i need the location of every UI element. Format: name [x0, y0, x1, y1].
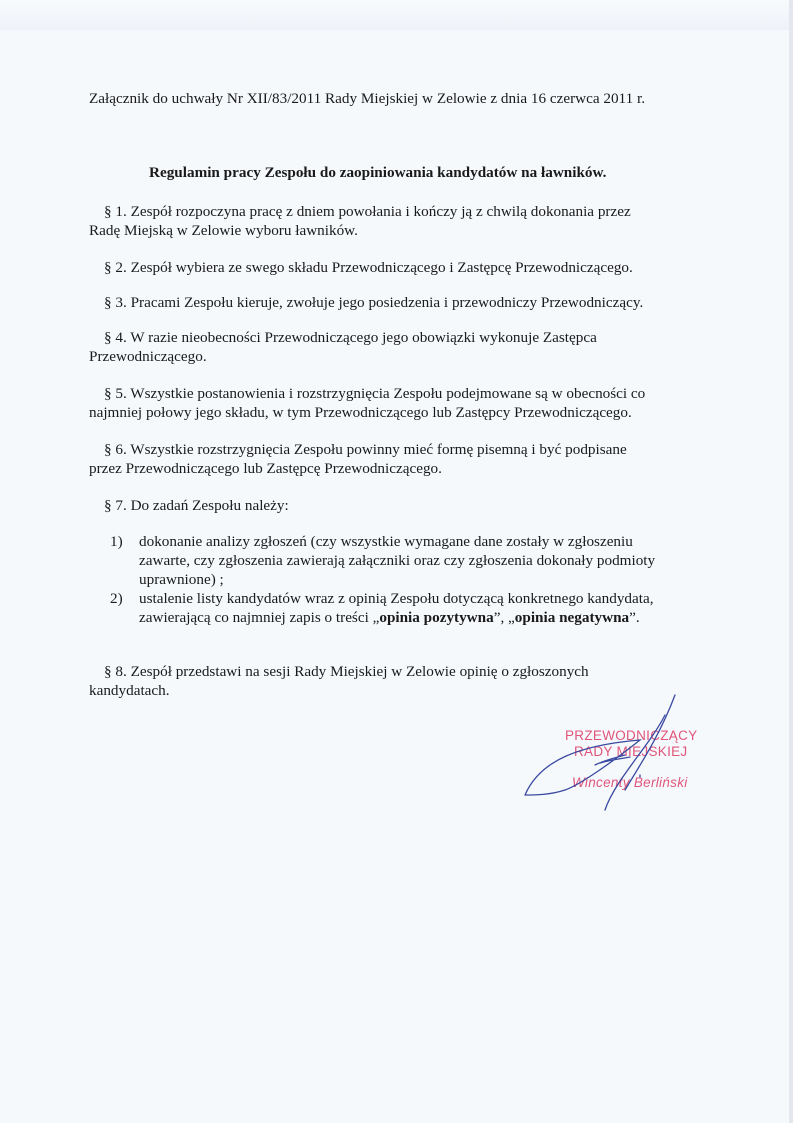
paragraph-6-line-2: przez Przewodniczącego lub Zastępcę Przewodniczącego.	[89, 460, 442, 477]
opinion-positive: opinia pozytywna	[379, 609, 494, 626]
list-item-2-text-post: ”.	[629, 609, 640, 626]
list-item-2-text-mid: ”, „	[493, 609, 515, 626]
paragraph-4-line-1: § 4. W razie nieobecności Przewodniczącego jego obowiązki wykonuje Zastępca	[104, 329, 597, 346]
paragraph-1-line-2: Radę Miejską w Zelowie wyboru ławników.	[89, 222, 358, 239]
list-item-2-line-1: ustalenie listy kandydatów wraz z opinią Zespołu dotyczącą konkretnego kandydata,	[139, 590, 654, 607]
signature-stroke	[625, 695, 675, 790]
paragraph-2: § 2. Zespół wybiera ze swego składu Przewodniczącego i Zastępcę Przewodniczącego.	[104, 259, 633, 276]
document-title: Regulamin pracy Zespołu do zaopiniowania kandydatów na ławników.	[149, 164, 607, 181]
list-item-2-text-pre: zawierającą co najmniej zapis o treści „	[139, 609, 380, 626]
stamp-title-line-1: PRZEWODNICZĄCY	[565, 728, 698, 743]
list-item-1-number: 1)	[110, 533, 123, 550]
paragraph-1-line-1: § 1. Zespół rozpoczyna pracę z dniem powołania i kończy ją z chwilą dokonania przez	[104, 203, 631, 220]
paragraph-4-line-2: Przewodniczącego.	[89, 348, 207, 365]
paragraph-7: § 7. Do zadań Zespołu należy:	[104, 497, 289, 514]
list-item-1-line-1: dokonanie analizy zgłoszeń (czy wszystkie wymagane dane zostały w zgłoszeniu	[139, 533, 633, 550]
list-item-2-line-2	[139, 609, 640, 627]
paragraph-5-line-2: najmniej połowy jego składu, w tym Przewodniczącego lub Zastępcy Przewodniczącego.	[89, 404, 632, 421]
scan-edge-right	[789, 0, 793, 1123]
list-item-1-line-3: uprawnione) ;	[139, 571, 224, 588]
paragraph-3: § 3. Pracami Zespołu kieruje, zwołuje jego posiedzenia i przewodniczy Przewodniczący.	[104, 294, 644, 311]
handwritten-signature	[520, 685, 720, 825]
scan-edge-top	[0, 0, 793, 30]
paragraph-5-line-1: § 5. Wszystkie postanowienia i rozstrzygnięcia Zespołu podejmowane są w obecności co	[104, 385, 646, 402]
stamp-title-line-2: RADY MIEJSKIEJ	[574, 744, 688, 759]
opinion-negative: opinia negatywna	[514, 609, 630, 626]
attachment-header: Załącznik do uchwały Nr XII/83/2011 Rady Miejskiej w Zelowie z dnia 16 czerwca 2011 r.	[89, 90, 645, 107]
paragraph-8-line-2: kandydatach.	[89, 682, 170, 699]
stamp-name: Wincenty Berliński	[572, 775, 688, 790]
paragraph-8-line-1: § 8. Zespół przedstawi na sesji Rady Miejskiej w Zelowie opinię o zgłoszonych	[104, 663, 589, 680]
list-item-2-number: 2)	[110, 590, 123, 607]
signature-stroke	[595, 755, 630, 765]
signature-stroke	[605, 715, 665, 810]
list-item-1-line-2: zawarte, czy zgłoszenia zawierają załączniki oraz czy zgłoszenia dokonały podmioty	[139, 552, 656, 569]
paragraph-6-line-1: § 6. Wszystkie rozstrzygnięcia Zespołu powinny mieć formę pisemną i być podpisane	[104, 441, 627, 458]
signature-stroke	[525, 740, 640, 795]
